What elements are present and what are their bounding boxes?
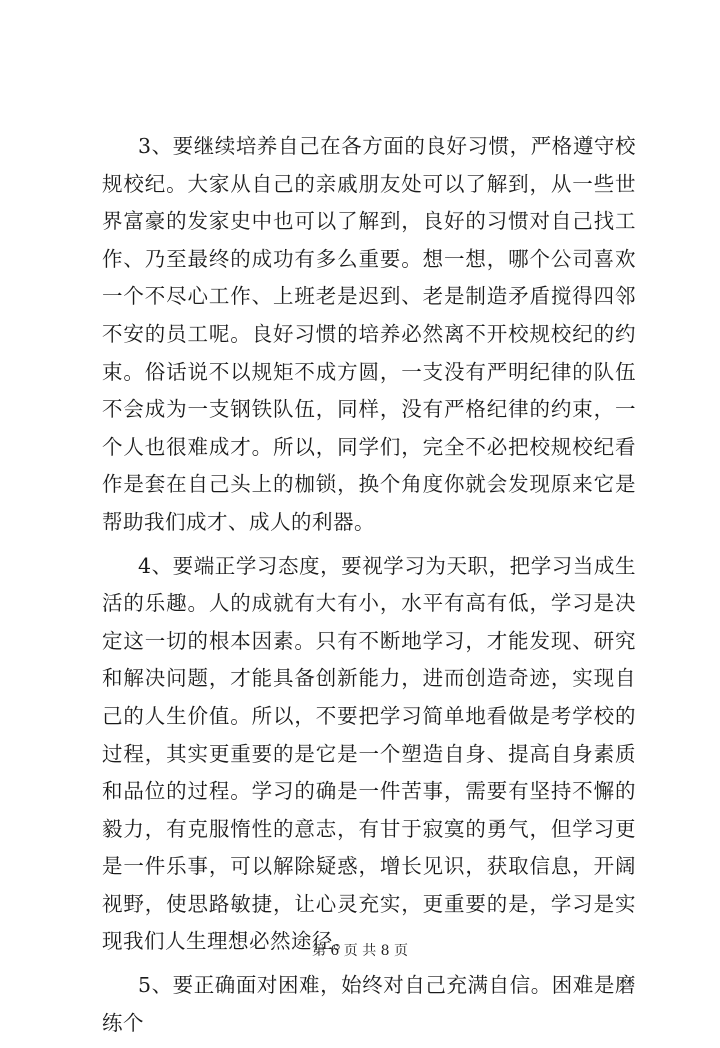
document-body [102,128,636,1048]
paragraph-5: 5、要正确面对困难，始终对自己充满自信。困难是磨练个 [102,973,636,1035]
paragraph-3: 3、要继续培养自己在各方面的良好习惯，严格遵守校规校纪。大家从自己的亲戚朋友处可以了解到，从一些世界富豪的发家史中也可以了解到，良好的习惯对自己找工作、乃至最终的成功有多么重要。想一想，哪个公司喜欢一个不尽心工作、上班老是迟到、老是制造矛盾搅得四邻不安的员工呢。良好习惯的培养必然离不开校规校纪的约束。俗话说不以规矩不成方圆，一支没有严明纪律的队伍不会成为一支钢铁队伍，同样，没有严格纪律的约束，一个人也很难成才。所以，同学们，完全不必把校规校纪看作是套在自己头上的枷锁，换个角度你就会发现原来它是帮助我们成才、成人的利器。 [102,134,636,534]
paragraph-4: 4、要端正学习态度，要视学习为天职，把学习当成生活的乐趣。人的成就有大有小，水平有高有低，学习是决定这一切的根本因素。只有不断地学习，才能发现、研究和解决问题，才能具备创新能力，进而创造奇迹，实现自己的人生价值。所以，不要把学习简单地看做是考学校的过程，其实更重要的是它是一个塑造自身、提高自身素质和品位的过程。学习的确是一件苦事，需要有坚持不懈的毅力，有克服惰性的意志，有甘于寂寞的勇气，但学习更是一件乐事，可以解除疑惑，增长见识，获取信息，开阔视野，使思路敏捷，让心灵充实，更重要的是，学习是实现我们人生理想必然途径。 [102,553,636,954]
page-number-label: 第 6 页 共 8 页 [311,943,409,959]
page-footer [0,940,720,960]
